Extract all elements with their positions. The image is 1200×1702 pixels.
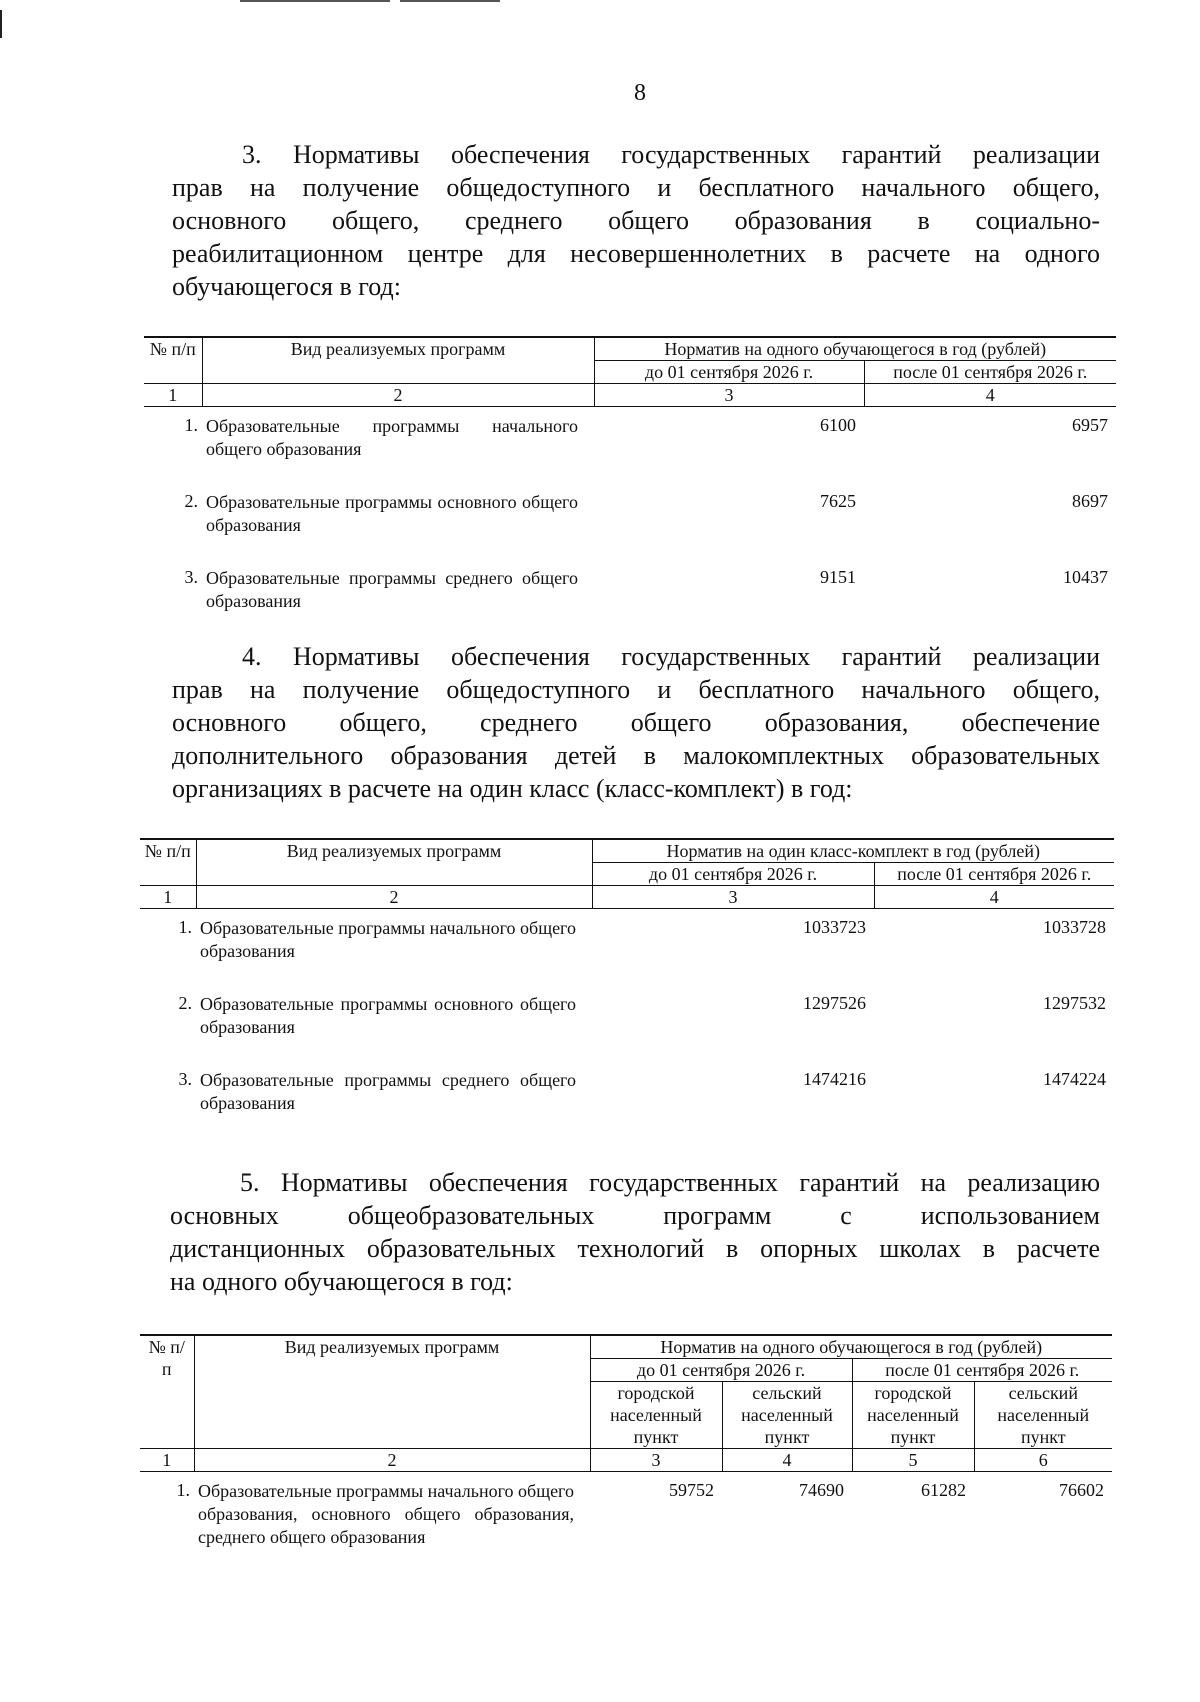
row-number: 1. — [184, 415, 198, 435]
page-number: 8 — [634, 80, 646, 106]
row-number: 2. — [184, 491, 198, 511]
col-index: 4 — [864, 384, 1116, 407]
scan-margin-mark — [0, 10, 2, 38]
col-type-header: Вид реализуемых программ — [196, 839, 592, 886]
col-after-header: после 01 сентября 2026 г. — [852, 1359, 1112, 1382]
col-rural-header: сельский населенный пункт — [722, 1382, 852, 1449]
section-5-line: на одного обучающегося в год: — [170, 1267, 513, 1296]
section-3-heading — [172, 138, 1100, 303]
row-value-after: 1297532 — [1043, 993, 1106, 1013]
col-before-header: до 01 сентября 2026 г. — [594, 361, 864, 384]
col-norm-header: Норматив на один класс-комплект в год (рублей) — [592, 839, 1114, 863]
row-value-before: 9151 — [820, 567, 856, 587]
row-number: 1. — [178, 917, 192, 937]
row-value-before: 6100 — [820, 415, 856, 435]
section-3-line: прав на получение общедоступного и бесплатного начального общего, — [172, 173, 1100, 202]
col-type-header: Вид реализуемых программ — [202, 337, 594, 384]
row-value-after-rural: 76602 — [1059, 1480, 1105, 1500]
row-program: Образовательные программы среднего общего образования — [200, 1070, 576, 1113]
col-index: 3 — [592, 886, 874, 909]
section-3-line: реабилитационном центре для несовершеннолетних в расчете на одного — [172, 239, 1100, 268]
col-index: 5 — [852, 1449, 974, 1472]
col-index: 4 — [722, 1449, 852, 1472]
col-norm-header: Норматив на одного обучающегося в год (рублей) — [590, 1335, 1112, 1359]
row-program: Образовательные программы начального общего образования, основного общего образования, среднего общего образования — [198, 1481, 574, 1547]
section-3-line: обучающегося в год: — [172, 272, 401, 301]
row-program: Образовательные программы начального общего образования — [206, 416, 578, 459]
section-3-table — [144, 336, 1116, 613]
table-row — [140, 909, 1114, 964]
col-index: 2 — [196, 886, 592, 909]
section-5-table — [140, 1334, 1112, 1549]
col-index: 2 — [202, 384, 594, 407]
row-program: Образовательные программы основного общего образования — [206, 492, 578, 535]
scan-top-rule — [240, 0, 390, 2]
col-index: 3 — [594, 384, 864, 407]
section-4-line: основного общего, среднего общего образования, обеспечение — [172, 708, 1100, 737]
section-4-line: дополнительного образования детей в малокомплектных образовательных — [172, 741, 1100, 770]
col-urban-header: городской населенный пункт — [590, 1382, 722, 1449]
col-index: 2 — [194, 1449, 590, 1472]
row-number: 3. — [184, 567, 198, 587]
col-type-header: Вид реализуемых программ — [194, 1335, 590, 1449]
row-value-after: 1474224 — [1043, 1069, 1106, 1089]
section-3-line: 3. Нормативы обеспечения государственных гарантий реализации — [242, 140, 1100, 169]
section-5-line: 5. Нормативы обеспечения государственных гарантий на реализацию — [240, 1168, 1100, 1197]
section-5-line: основных общеобразовательных программ с использованием — [170, 1201, 1100, 1230]
col-index: 1 — [144, 384, 202, 407]
row-number: 2. — [178, 993, 192, 1013]
col-num-header: № п/п — [140, 1335, 194, 1449]
section-4-line: организациях в расчете на один класс (класс-комплект) в год: — [172, 774, 853, 803]
section-4-line: 4. Нормативы обеспечения государственных гарантий реализации — [242, 642, 1100, 671]
row-program: Образовательные программы основного общего образования — [200, 994, 576, 1037]
row-value-before: 1033723 — [803, 917, 866, 937]
row-value-before-urban: 59752 — [669, 1480, 714, 1500]
section-4-line: прав на получение общедоступного и бесплатного начального общего, — [172, 675, 1100, 704]
section-3-line: основного общего, среднего общего образования в социально- — [172, 206, 1100, 235]
row-program: Образовательные программы начального общего образования — [200, 918, 576, 961]
col-num-header: № п/п — [144, 337, 202, 384]
table-row — [140, 993, 1114, 1039]
col-index: 3 — [590, 1449, 722, 1472]
row-number: 1. — [176, 1480, 190, 1500]
section-5-line: дистанционных образовательных технологий в опорных школах в расчете — [170, 1234, 1100, 1263]
row-number: 3. — [178, 1069, 192, 1089]
col-urban-header: городской населенный пункт — [852, 1382, 974, 1449]
col-index: 1 — [140, 1449, 194, 1472]
row-value-before: 1474216 — [803, 1069, 866, 1089]
row-program: Образовательные программы среднего общего образования — [206, 568, 578, 611]
col-after-header: после 01 сентября 2026 г. — [864, 361, 1116, 384]
table-row — [144, 407, 1116, 462]
section-5-heading — [170, 1166, 1100, 1298]
col-index: 4 — [874, 886, 1114, 909]
col-before-header: до 01 сентября 2026 г. — [592, 863, 874, 886]
table-row — [140, 1472, 1112, 1550]
section-4-heading — [172, 640, 1100, 805]
col-rural-header: сельский населенный пункт — [974, 1382, 1112, 1449]
row-value-after: 8697 — [1072, 491, 1108, 511]
row-value-after: 6957 — [1072, 415, 1108, 435]
row-value-before: 1297526 — [803, 993, 866, 1013]
row-value-before-rural: 74690 — [799, 1480, 844, 1500]
scan-top-rule — [400, 0, 500, 2]
col-index: 6 — [974, 1449, 1112, 1472]
table-row — [144, 567, 1116, 613]
table-row — [144, 491, 1116, 537]
col-index: 1 — [140, 886, 196, 909]
row-value-after-urban: 61282 — [921, 1480, 966, 1500]
col-num-header: № п/п — [140, 839, 196, 886]
col-after-header: после 01 сентября 2026 г. — [874, 863, 1114, 886]
section-4-table — [140, 838, 1114, 1115]
row-value-after: 10437 — [1063, 567, 1108, 587]
row-value-after: 1033728 — [1043, 917, 1106, 937]
col-before-header: до 01 сентября 2026 г. — [590, 1359, 852, 1382]
table-row — [140, 1069, 1114, 1115]
col-norm-header: Норматив на одного обучающегося в год (рублей) — [594, 337, 1116, 361]
row-value-before: 7625 — [820, 491, 856, 511]
